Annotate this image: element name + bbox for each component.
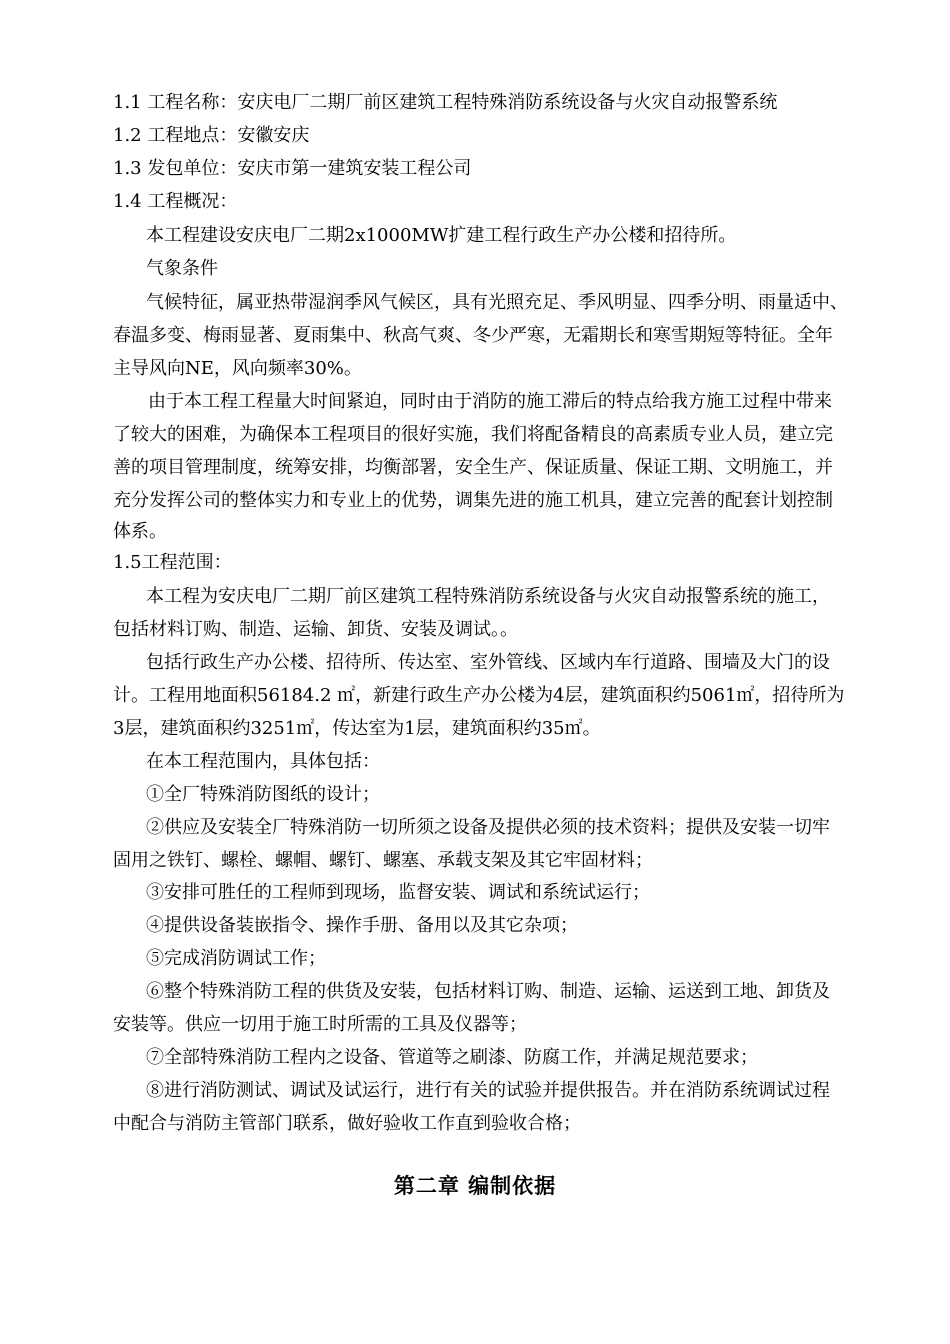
scope-item-2a: ②供应及安装全厂特殊消防一切所须之设备及提供必须的技术资料；提供及安装一切牢 [146,817,830,838]
scope-line-4: 计。工程用地面积56184.2 ㎡，新建行政生产办公楼为4层，建筑面积约5061㎡，招待所为 [113,685,845,706]
scope-item-6b: 安装等。供应一切用于施工时所需的工具及仪器等； [113,1014,527,1035]
scope-line-2: 包括材料订购、制造、运输、卸货、安装及调试。。 [113,619,518,640]
chapter-title: 第二章 编制依据 [393,1174,557,1198]
overview-heading: 1.4 工程概况： [113,191,238,212]
scope-line-5: 3层，建筑面积约3251㎡，传达室为1层，建筑面积约35㎡。 [113,718,601,739]
scope-line-1: 本工程为安庆电厂二期厂前区建筑工程特殊消防系统设备与火灾自动报警系统的施工， [146,586,830,607]
scope-items-intro: 在本工程范围内，具体包括： [146,751,380,772]
scope-item-1: ①全厂特殊消防图纸的设计； [146,784,380,805]
project-name-line: 1.1 工程名称：安庆电厂二期厂前区建筑工程特殊消防系统设备与火灾自动报警系统 [113,92,778,113]
scope-item-5: ⑤完成消防调试工作； [146,948,326,969]
scope-item-8b: 中配合与消防主管部门联系，做好验收工作直到验收合格； [113,1113,581,1134]
scope-item-2b: 固用之铁钉、螺栓、螺帽、螺钉、螺塞、承载支架及其它牢固材料； [113,850,653,871]
plan-line-2: 了较大的困难，为确保本工程项目的很好实施，我们将配备精良的高素质专业人员，建立完 [113,424,833,445]
plan-line-4: 充分发挥公司的整体实力和专业上的优势，调集先进的施工机具，建立完善的配套计划控制 [113,490,833,511]
climate-line-3: 主导风向NE，风向频率30%。 [113,358,362,379]
project-location-line: 1.2 工程地点：安徽安庆 [113,125,310,146]
climate-line-1: 气候特征，属亚热带湿润季风气候区，具有光照充足、季风明显、四季分明、雨量适中、 [146,292,848,313]
scope-item-7: ⑦全部特殊消防工程内之设备、管道等之刷漆、防腐工作，并满足规范要求； [146,1047,758,1068]
overview-paragraph: 本工程建设安庆电厂二期2x1000MW扩建工程行政生产办公楼和招待所。 [146,225,737,246]
contracting-unit-line: 1.3 发包单位：安庆市第一建筑安装工程公司 [113,158,472,179]
plan-line-3: 善的项目管理制度，统筹安排，均衡部署，安全生产、保证质量、保证工期、文明施工，并 [113,457,833,478]
scope-heading: 1.5工程范围： [113,552,232,573]
scope-item-4: ④提供设备装嵌指令、操作手册、备用以及其它杂项； [146,915,578,936]
plan-line-1: 由于本工程工程量大时间紧迫，同时由于消防的施工滞后的特点给我方施工过程中带来 [148,391,832,412]
scope-item-3: ③安排可胜任的工程师到现场，监督安装、调试和系统试运行； [146,882,650,903]
weather-heading: 气象条件 [146,258,218,279]
climate-line-2: 春温多变、梅雨显著、夏雨集中、秋高气爽、冬少严寒，无霜期长和寒雪期短等特征。全年 [113,325,833,346]
scope-item-8a: ⑧进行消防测试、调试及试运行，进行有关的试验并提供报告。并在消防系统调试过程 [146,1080,830,1101]
plan-line-5: 体系。 [113,521,167,542]
scope-line-3: 包括行政生产办公楼、招待所、传达室、室外管线、区域内车行道路、围墙及大门的设 [146,652,830,673]
scope-item-6a: ⑥整个特殊消防工程的供货及安装，包括材料订购、制造、运输、运送到工地、卸货及 [146,981,830,1002]
